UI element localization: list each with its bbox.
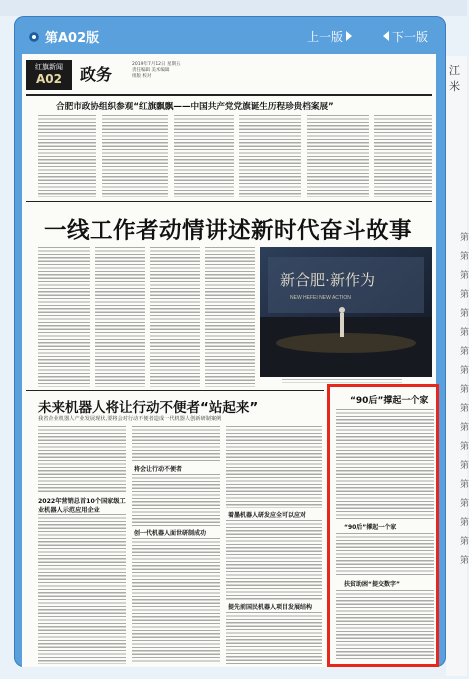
prev-page-button[interactable]: [307, 28, 352, 44]
article-robot-headline[interactable]: 未来机器人将让行动不便者“站起来”: [38, 400, 259, 416]
neighbour-page-item[interactable]: 第: [460, 347, 469, 357]
article-robot-col-heading: 2022年营销总首10个国家级工业机器人示范应用企业: [38, 498, 126, 514]
neighbour-page-item[interactable]: 第: [460, 537, 469, 547]
neighbour-page-item[interactable]: 第: [460, 366, 469, 376]
epaper-window: [14, 16, 446, 667]
top-bar: [0, 0, 467, 16]
article-top-text: [374, 115, 432, 197]
arrow-right-icon: [346, 31, 352, 41]
highlighted-article[interactable]: [327, 384, 439, 667]
neighbour-page-item[interactable]: 第: [460, 461, 469, 471]
article-robot-subhead: 着墨机器人研发应全可以应对: [228, 512, 307, 519]
edition-icon: [29, 32, 39, 42]
masthead-meta: [132, 62, 180, 80]
article-main-text: [38, 247, 90, 387]
article-robot-text: [226, 520, 322, 600]
stage-photo-image: [260, 247, 432, 377]
article-main-text: [205, 247, 255, 387]
article-main-text: [150, 247, 200, 387]
highlight-subhead: 扶贫助困“提交数字”: [344, 581, 400, 588]
neighbour-page-title: 江米: [449, 64, 460, 93]
article-top-text: [239, 115, 301, 197]
masthead-logo-text: 红旗新闻: [35, 63, 63, 71]
page-code: A02: [36, 72, 62, 86]
article-robot-text: [132, 474, 220, 526]
article-top-text: [38, 115, 96, 197]
highlight-text: [336, 590, 434, 660]
photo-slogan-sub: NEW HEFEI NEW ACTION: [290, 295, 351, 301]
photo-caption: [282, 379, 402, 383]
prev-page-label: 上一版: [307, 29, 344, 44]
neighbour-page-item[interactable]: 第: [460, 423, 469, 433]
neighbour-page-item[interactable]: 第: [460, 480, 469, 490]
meta-line: 组版 校对: [132, 74, 152, 79]
meta-line: 责任编辑 美术编辑: [132, 68, 170, 73]
article-robot-text: [132, 538, 220, 664]
edition-label: 第A02版: [45, 31, 100, 46]
highlight-headline[interactable]: “90后”撑起一个家: [350, 396, 429, 406]
neighbour-page-item[interactable]: 第: [460, 290, 469, 300]
meta-line: 2019年7月12日 星期五: [132, 62, 181, 67]
article-main-text: [95, 247, 145, 387]
article-robot-subhead: 创一代机器人面世研制成功: [134, 530, 207, 537]
divider: [26, 201, 432, 202]
newspaper-page[interactable]: [22, 54, 436, 667]
neighbour-page-item[interactable]: 第: [460, 233, 469, 243]
highlight-subhead: “90后”撑起一个家: [344, 524, 397, 531]
article-main-headline[interactable]: 一线工作者动情讲述新时代奋斗故事: [44, 218, 413, 244]
article-robot-text: [38, 426, 126, 494]
article-robot-text: [132, 426, 220, 462]
next-page-button[interactable]: [383, 28, 428, 44]
neighbour-page-item[interactable]: 第: [460, 518, 469, 528]
neighbour-page-item[interactable]: 第: [460, 309, 469, 319]
article-top-text: [307, 115, 369, 197]
highlight-text: [336, 533, 434, 575]
arrow-left-icon: [383, 31, 389, 41]
neighbour-page-item[interactable]: 第: [460, 556, 469, 566]
article-robot-text: [226, 426, 322, 508]
article-top-text: [102, 115, 168, 197]
masthead-logo: [26, 60, 72, 90]
article-photo[interactable]: [260, 247, 432, 377]
neighbour-page-item[interactable]: 第: [460, 442, 469, 452]
article-robot-text: [226, 612, 322, 664]
page-header: [14, 16, 446, 54]
neighbour-page-item[interactable]: 第: [460, 252, 469, 262]
neighbour-page-item[interactable]: 第: [460, 385, 469, 395]
article-robot-text: [38, 514, 126, 664]
neighbour-page-item[interactable]: 第: [460, 328, 469, 338]
article-top-text: [174, 115, 234, 197]
section-title: 政务: [80, 65, 113, 84]
photo-slogan: 新合肥·新作为: [280, 273, 375, 289]
neighbour-page-item[interactable]: 第: [460, 404, 469, 414]
article-robot-subhead: 将会让行动不便者: [134, 466, 183, 473]
neighbour-page-item[interactable]: 第: [460, 271, 469, 281]
article-top-headline[interactable]: 合肥市政协组织参观“红旗飘飘——中国共产党党旗诞生历程珍贵档案展”: [56, 102, 334, 112]
article-robot-subtitle: 我省企业机器人产业发展现状,要将会对行动不便者造成一代机器人创新研制案例: [38, 416, 222, 422]
next-page-label: 下一版: [392, 29, 429, 44]
article-robot-subhead: 提先前国民机器人项目发展结构: [228, 604, 313, 611]
divider: [26, 390, 324, 391]
highlight-text: [336, 409, 434, 519]
neighbour-page-item[interactable]: 第: [460, 499, 469, 509]
masthead-rule: [26, 94, 432, 96]
